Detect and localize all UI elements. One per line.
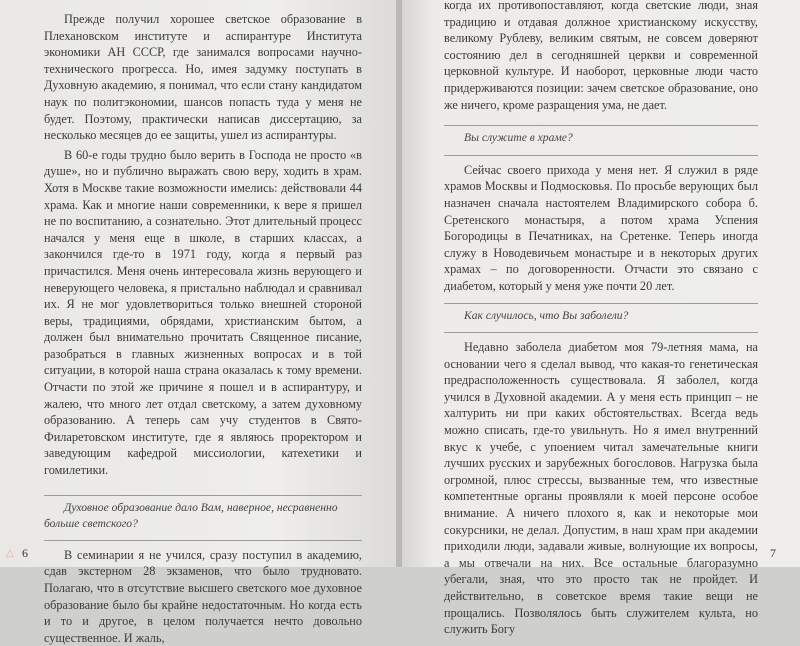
left-page [0,0,396,645]
section-divider [444,125,758,126]
paragraph: Прежде получил хорошее светское образование в Плехановском институте и аспирантуре Института экономики АН СССР, где занимался вопросами научно-технического прогресса. Но, имея задумку поступать в Духовную академию, я понимал, что если стану кандидатом наук по политэкономии, шансов попасть туда у меня не будет. Поэтому, практически написав диссертацию, за несколько месяцев до ее защиты, ушел из аспирантуры. [44,12,362,143]
left-page-text [44,0,362,646]
right-page [402,0,800,637]
section-divider [444,332,758,333]
page-number: 7 [770,546,776,560]
interview-question: Как случилось, что Вы заболели? [464,308,629,322]
right-page-text [444,0,758,638]
paragraph: Сейчас своего прихода у меня нет. Я служил в ряде храмов Москвы и Подмосковья. По просьбе верующих был назначен сначала настоятелем Владимирского собора б. Сретенского монастыря, а потом храма Успения Богородицы в Печатниках, на Сретенке. Теперь иногда служу в Новодевичьем монастыре и в некоторых других храмах – по договоренности. Отчасти это связано с диабетом, который у меня уже почти 20 лет. [444,162,758,293]
interview-question: Вы служите в храме? [464,131,573,145]
paragraph: В семинарии я не учился, сразу поступил в академию, сдав экстерном 28 экзаменов, что было трудновато. Полагаю, что в отсутствие высшего светского мое духовное образование было бы крайне недостаточным. Но когда есть и то и другое, в целом получается нечто довольно существенное. И жаль, [44,547,362,645]
section-divider [444,303,758,304]
section-divider [44,495,362,496]
paragraph: В 60-е годы трудно было верить в Господа не просто «в душе», но и публично выражать свою веру, ходить в храм. Хотя в Москве такие возможности имелись: действовали 44 храма. Как и многие наши современники, к вере я пришел не по воспитанию, а сознательно. Этот длительный процесс начался у меня еще в школе, в старших классах, а закончился где-то в 1971 году, когда я первый раз причастился. Меня очень интересовала жизнь верующего и неверующего человека, я пристально наблюдал и сравнивал их. Я не мог удовлетвориться только внешней стороной веры, традициями, обрядами, христианским бытом, а должен был внимательно прочитать Священное писание, разобраться в главных жизненных вопросах и в той ситуации, в которой наша страна оказалась к тому времени. Отчасти по этой же причине я пошел и в аспирантуру, и жалею, что много лет отдал светскому, а затем духовному образованию. А теперь сам учу студентов в Свято-Филаретовском институте, где я являюсь проректором и заведующим кафедрой миссиологии, катехетики и гомилетики. [44,147,362,478]
page-number: 6 [22,546,28,560]
section-divider [44,540,362,541]
interview-question: Духовное образование дало Вам, наверное, несравненно больше светского? [44,500,338,531]
paragraph: Недавно заболела диабетом моя 79-летняя мама, на основании чего я сделал вывод, что какая-то генетическая предрасположенность существовала. Я заболел, когда учился в Духовной академии. А у меня есть принцип – не халтурить ни при каких обстоятельствах. Всегда ведь можно списать, где-то увильнуть. Но я имел внутренний вкус к учебе, с упоением читал замечательные книги лучших русских и зарубежных богословов. Нагрузка была огромной, плюс стрессы, вызванные тем, что известные компетентные органы проявляли к моей персоне особое внимание. А ничего плохого я, как и некоторые мои сокурсники, не делал. Допустим, в наш храм при академии приходили люди, задавали живые, волнующие их вопросы, а мы отвечали на них. Все остальные благоразумно убегали, зная, что это просто так не пройдет. И действительно, в советское время такие вещи не прощались. Позволялось быть служителем культа, но служить Богу [444,340,758,637]
corner-mark: △ [6,548,14,559]
section-divider [444,155,758,156]
paragraph: когда их противопоставляют, когда светские люди, зная традицию и отдавая должное христианскому искусству, великому Рублеву, великим святым, не совсем доверяют состоянию дел в сегодняшней церкви и современной церковной культуре. И наоборот, церковные люди часто придерживаются позиции: зачем светское образование, оно же ничего, кроме разращения ума, не дает. [444,0,758,112]
